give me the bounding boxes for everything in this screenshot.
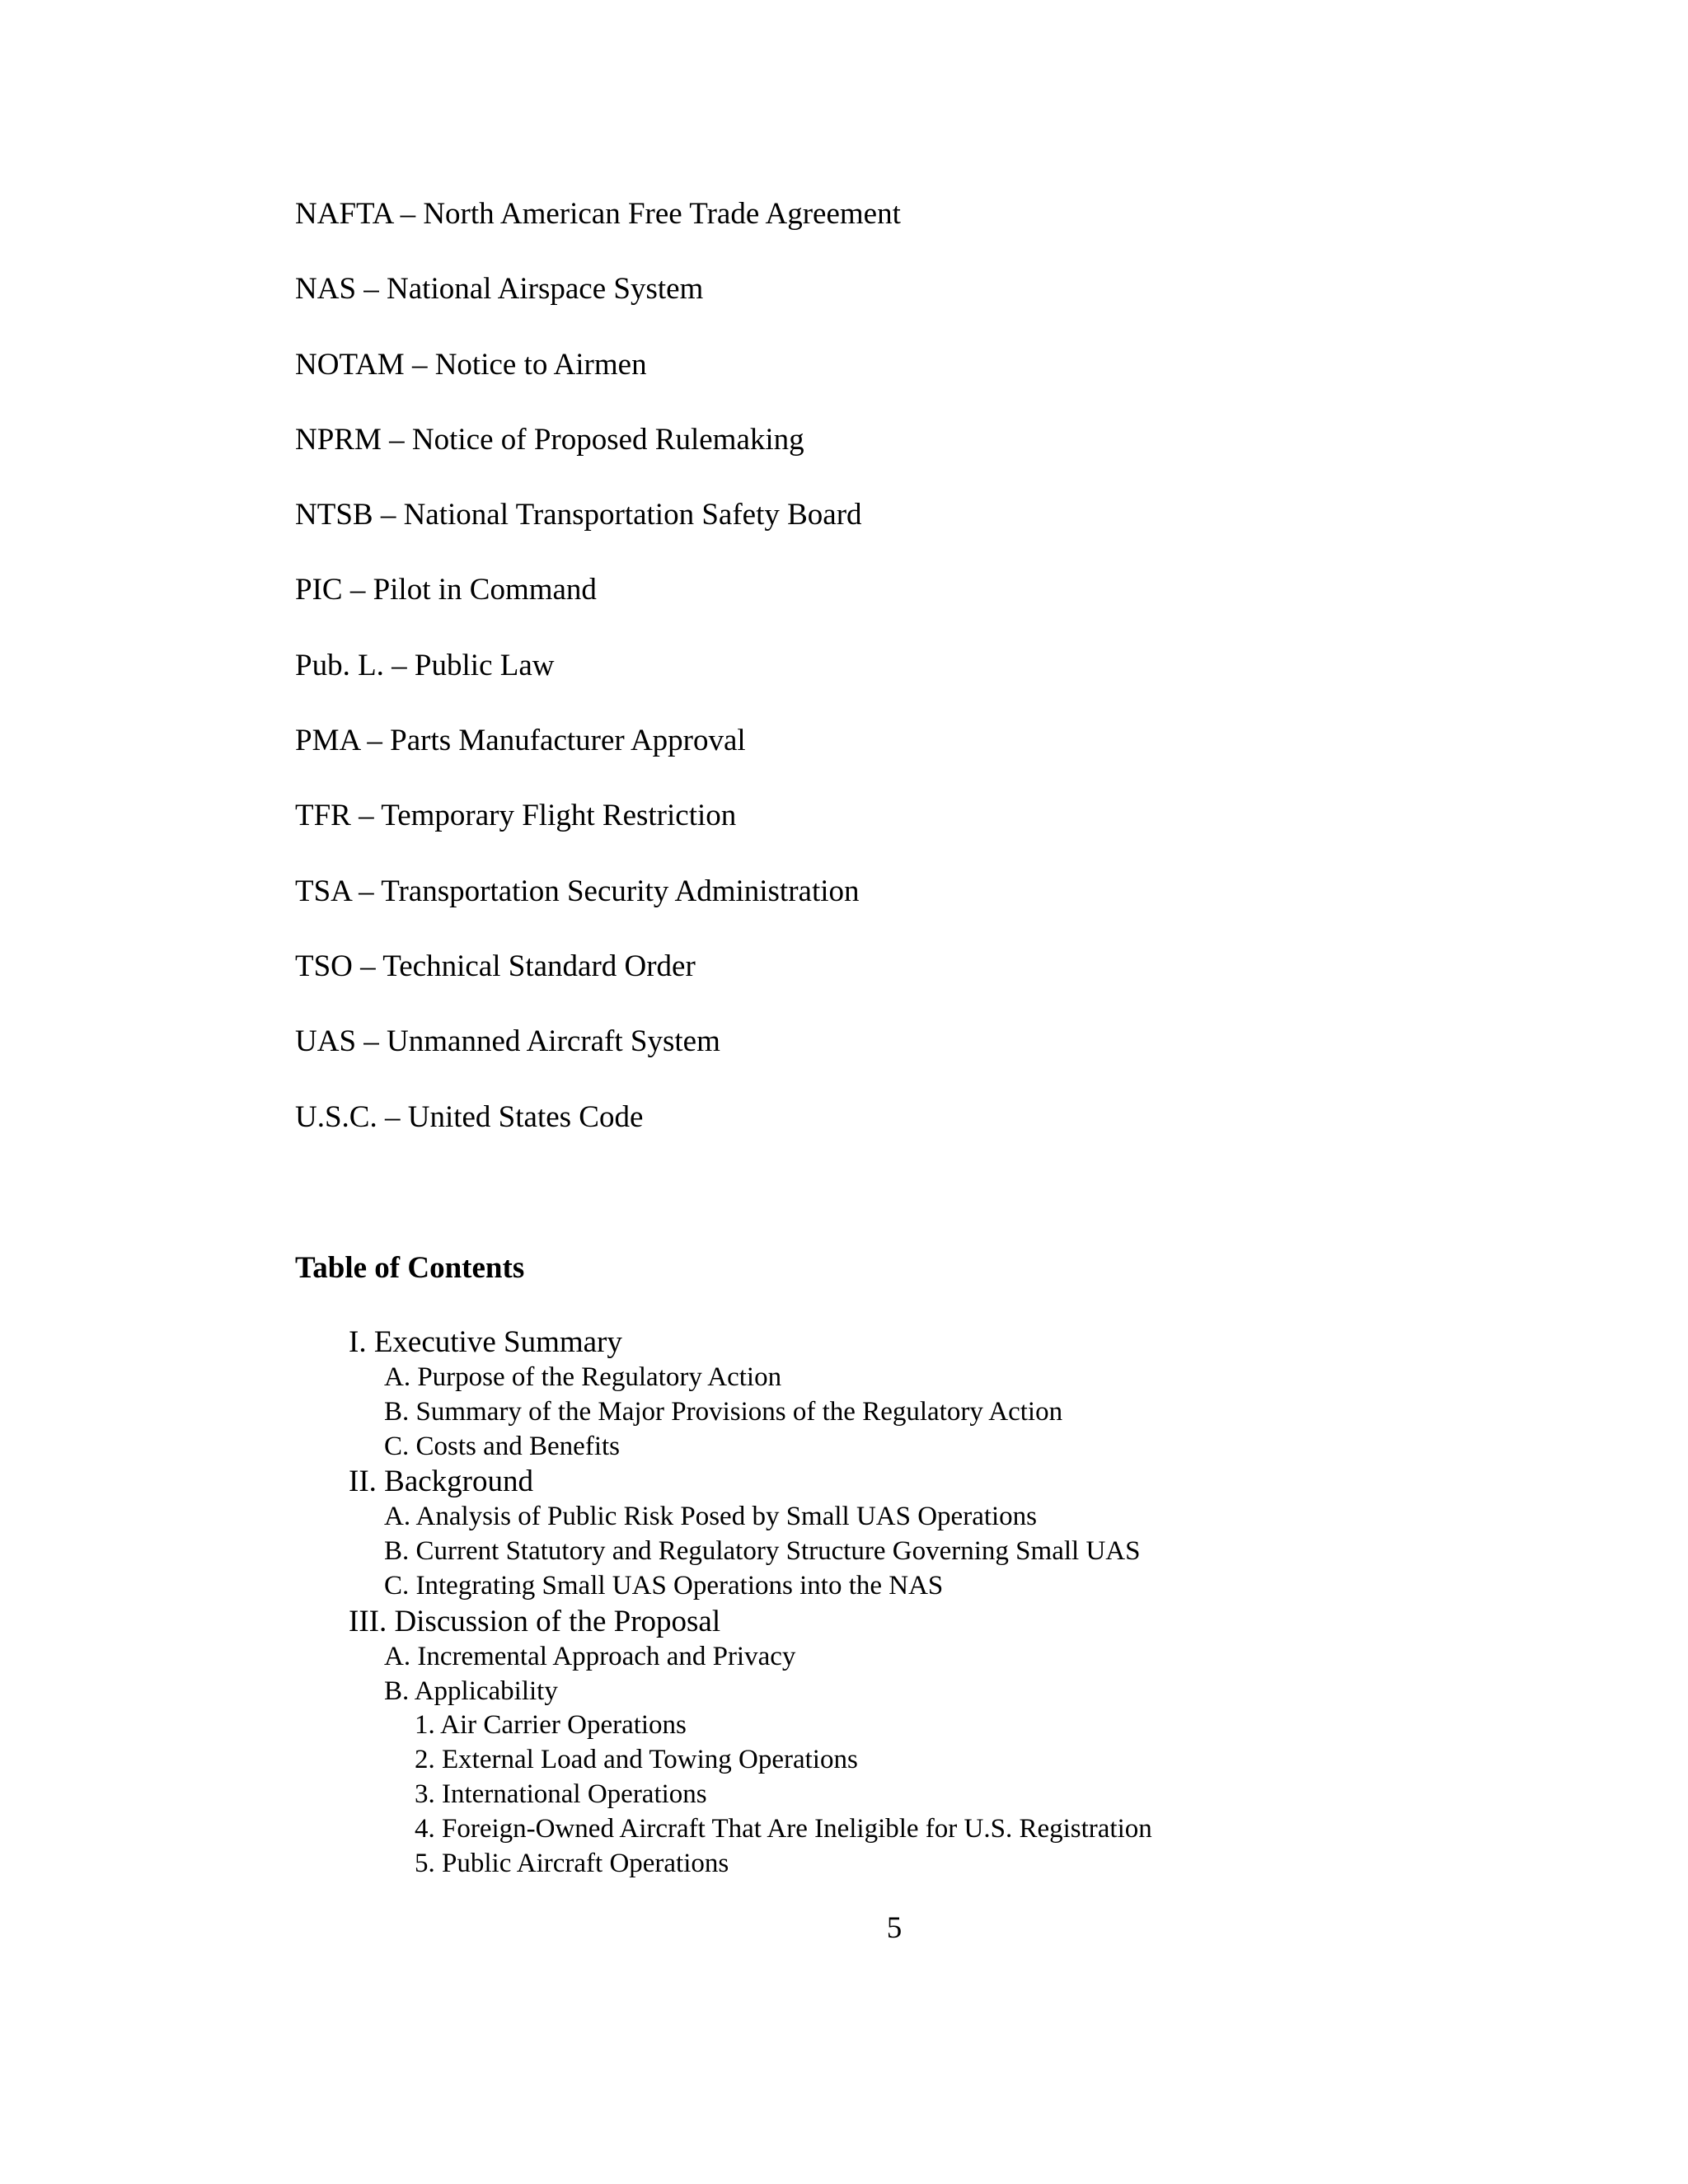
toc-heading: Table of Contents [295,1251,525,1285]
toc-section: III. Discussion of the Proposal [349,1604,721,1638]
toc-subsection: B. Current Statutory and Regulatory Structure Governing Small UAS [384,1536,1141,1567]
toc-subsubsection: 3. International Operations [415,1779,707,1809]
toc-subsection: A. Purpose of the Regulatory Action [384,1362,782,1392]
abbreviation-entry: NAS – National Airspace System [295,272,704,307]
abbreviation-entry: UAS – Unmanned Aircraft System [295,1024,720,1059]
page-number: 5 [886,1911,903,1945]
toc-subsubsection: 2. External Load and Towing Operations [415,1745,858,1775]
toc-subsection: C. Integrating Small UAS Operations into the NAS [384,1570,944,1601]
abbreviation-entry: TSO – Technical Standard Order [295,949,696,983]
toc-section: II. Background [349,1465,533,1499]
toc-section: I. Executive Summary [349,1325,622,1359]
toc-subsection: B. Applicability [384,1675,558,1706]
toc-subsubsection: 5. Public Aircraft Operations [415,1848,729,1878]
abbreviation-entry: TFR – Temporary Flight Restriction [295,799,737,833]
table-of-contents [0,1324,1152,1881]
toc-subsection: B. Summary of the Major Provisions of the Regulatory Action [384,1396,1063,1427]
abbreviation-entry: Pub. L. – Public Law [295,648,555,682]
abbreviation-entry: NOTAM – Notice to Airmen [295,347,647,382]
abbreviation-entry: PIC – Pilot in Command [295,573,597,607]
abbreviation-entry: NPRM – Notice of Proposed Rulemaking [295,422,804,457]
abbreviation-entry: TSA – Transportation Security Administration [295,874,860,908]
abbreviation-entry: U.S.C. – United States Code [295,1099,644,1134]
abbreviation-list [295,196,901,1174]
abbreviation-entry: PMA – Parts Manufacturer Approval [295,724,746,758]
abbreviation-entry: NAFTA – North American Free Trade Agreement [295,197,901,231]
toc-subsection: A. Incremental Approach and Privacy [384,1641,796,1671]
toc-subsection: A. Analysis of Public Risk Posed by Small UAS Operations [384,1502,1038,1532]
abbreviation-entry: NTSB – National Transportation Safety Board [295,498,862,532]
toc-subsubsection: 1. Air Carrier Operations [415,1710,687,1741]
toc-subsubsection: 4. Foreign-Owned Aircraft That Are Ineligible for U.S. Registration [415,1813,1152,1844]
toc-subsection: C. Costs and Benefits [384,1431,620,1461]
